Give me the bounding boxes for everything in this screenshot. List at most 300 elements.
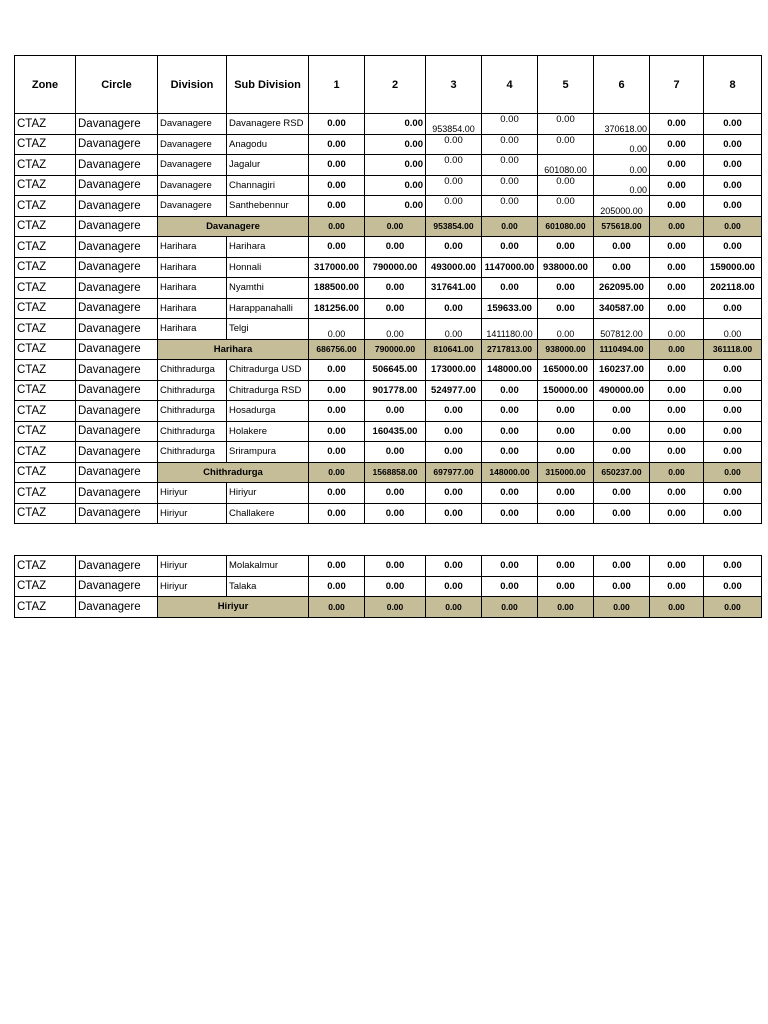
cell-value-2: 0.00: [365, 175, 426, 196]
cell-value-3: 173000.00: [426, 360, 482, 381]
cell-subtotal-label: Davanagere: [158, 216, 309, 237]
cell-value-1: 0.00: [309, 503, 365, 524]
cell-zone: CTAZ: [15, 360, 76, 381]
table-row: [15, 380, 762, 401]
cell-division: Hiriyur: [158, 503, 227, 524]
cell-value-3: 0.00: [426, 421, 482, 442]
cell-subtotal-label: Chithradurga: [158, 462, 309, 483]
cell-value-7: 0.00: [650, 339, 704, 360]
cell-circle: Davanagere: [76, 339, 158, 360]
cell-zone: CTAZ: [15, 134, 76, 155]
cell-sub-division: Chitradurga USD: [227, 360, 309, 381]
cell-value-6: 490000.00: [594, 380, 650, 401]
table-row: [15, 175, 762, 196]
cell-value-7: 0.00: [650, 257, 704, 278]
cell-division: Davanagere: [158, 175, 227, 196]
cell-value-6: 575618.00: [594, 216, 650, 237]
cell-sub-division: Harappanahalli: [227, 298, 309, 319]
cell-value-6: 0.00: [594, 401, 650, 422]
cell-value-8: 0.00: [704, 576, 762, 597]
cell-value-3: 810641.00: [426, 339, 482, 360]
cell-division: Harihara: [158, 278, 227, 299]
cell-value-2: 0.00: [365, 442, 426, 463]
cell-value-5: 150000.00: [538, 380, 594, 401]
cell-value-2: 790000.00: [365, 257, 426, 278]
cell-value-1: 0.00: [309, 114, 365, 135]
cell-zone: CTAZ: [15, 401, 76, 422]
cell-circle: Davanagere: [76, 134, 158, 155]
cell-value-5: 0.00: [538, 319, 594, 340]
cell-value-4: 0.00: [482, 442, 538, 463]
cell-division: Harihara: [158, 257, 227, 278]
cell-value-4: 0.00: [482, 597, 538, 618]
cell-value-4: 0.00: [482, 503, 538, 524]
cell-circle: Davanagere: [76, 114, 158, 135]
cell-zone: CTAZ: [15, 114, 76, 135]
cell-value-8: 202118.00: [704, 278, 762, 299]
cell-value-6: 0.00: [594, 257, 650, 278]
cell-value-1: 0.00: [309, 421, 365, 442]
cell-sub-division: Telgi: [227, 319, 309, 340]
cell-value-8: 0.00: [704, 380, 762, 401]
table-row: [15, 576, 762, 597]
cell-circle: Davanagere: [76, 503, 158, 524]
cell-zone: CTAZ: [15, 442, 76, 463]
cell-division: Davanagere: [158, 155, 227, 176]
cell-value-4: 0.00: [482, 175, 538, 196]
cell-circle: Davanagere: [76, 597, 158, 618]
cell-circle: Davanagere: [76, 237, 158, 258]
cell-value-3: 317641.00: [426, 278, 482, 299]
cell-value-6: 0.00: [594, 503, 650, 524]
cell-value-7: 0.00: [650, 401, 704, 422]
cell-value-2: 0.00: [365, 597, 426, 618]
cell-sub-division: Nyamthi: [227, 278, 309, 299]
header-col-5: 5: [538, 56, 594, 114]
cell-value-2: 0.00: [365, 155, 426, 176]
cell-value-8: 0.00: [704, 401, 762, 422]
cell-value-4: 0.00: [482, 483, 538, 504]
header-col-8: 8: [704, 56, 762, 114]
cell-value-7: 0.00: [650, 278, 704, 299]
cell-zone: CTAZ: [15, 380, 76, 401]
cell-value-4: 0.00: [482, 278, 538, 299]
cell-circle: Davanagere: [76, 483, 158, 504]
cell-sub-division: Talaka: [227, 576, 309, 597]
cell-value-7: 0.00: [650, 237, 704, 258]
cell-zone: CTAZ: [15, 175, 76, 196]
cell-value-8: 0.00: [704, 462, 762, 483]
header-row: [15, 56, 762, 114]
cell-value-5: 315000.00: [538, 462, 594, 483]
cell-sub-division: Honnali: [227, 257, 309, 278]
cell-value-2: 0.00: [365, 401, 426, 422]
table-row: [15, 196, 762, 217]
cell-value-6: 650237.00: [594, 462, 650, 483]
cell-value-4: 0.00: [482, 134, 538, 155]
header-col-3: 3: [426, 56, 482, 114]
cell-value-7: 0.00: [650, 134, 704, 155]
cell-value-4: 159633.00: [482, 298, 538, 319]
cell-value-7: 0.00: [650, 462, 704, 483]
cell-value-7: 0.00: [650, 556, 704, 577]
subtotal-row: [15, 597, 762, 618]
cell-value-1: 317000.00: [309, 257, 365, 278]
cell-circle: Davanagere: [76, 442, 158, 463]
cell-value-3: 0.00: [426, 319, 482, 340]
table-row: [15, 503, 762, 524]
cell-value-4: 0.00: [482, 556, 538, 577]
cell-value-7: 0.00: [650, 114, 704, 135]
cell-value-3: 0.00: [426, 483, 482, 504]
cell-value-8: 0.00: [704, 483, 762, 504]
cell-value-6: 0.00: [594, 237, 650, 258]
cell-value-4: 0.00: [482, 237, 538, 258]
cell-value-8: 0.00: [704, 196, 762, 217]
cell-value-8: 0.00: [704, 319, 762, 340]
cell-value-8: 0.00: [704, 360, 762, 381]
cell-value-1: 0.00: [309, 319, 365, 340]
cell-sub-division: Anagodu: [227, 134, 309, 155]
table-row: [15, 114, 762, 135]
table-row: [15, 401, 762, 422]
cell-zone: CTAZ: [15, 339, 76, 360]
table-row: [15, 556, 762, 577]
cell-zone: CTAZ: [15, 319, 76, 340]
cell-value-6: 0.00: [594, 134, 650, 155]
cell-circle: Davanagere: [76, 175, 158, 196]
cell-zone: CTAZ: [15, 462, 76, 483]
cell-value-6: 0.00: [594, 421, 650, 442]
cell-division: Davanagere: [158, 196, 227, 217]
cell-value-2: 0.00: [365, 503, 426, 524]
cell-value-1: 0.00: [309, 175, 365, 196]
cell-value-5: 0.00: [538, 421, 594, 442]
cell-value-6: 0.00: [594, 155, 650, 176]
cell-circle: Davanagere: [76, 196, 158, 217]
cell-value-3: 0.00: [426, 196, 482, 217]
table-body-continued: [15, 556, 762, 618]
cell-sub-division: Jagalur: [227, 155, 309, 176]
cell-value-3: 953854.00: [426, 216, 482, 237]
cell-circle: Davanagere: [76, 556, 158, 577]
table-body: [15, 114, 762, 524]
cell-value-2: 0.00: [365, 134, 426, 155]
cell-value-8: 0.00: [704, 114, 762, 135]
cell-value-2: 0.00: [365, 196, 426, 217]
cell-value-2: 790000.00: [365, 339, 426, 360]
cell-value-1: 0.00: [309, 462, 365, 483]
cell-value-6: 0.00: [594, 597, 650, 618]
cell-value-4: 148000.00: [482, 462, 538, 483]
cell-sub-division: Hiriyur: [227, 483, 309, 504]
subtotal-row: [15, 216, 762, 237]
cell-value-3: 0.00: [426, 237, 482, 258]
cell-value-3: 0.00: [426, 401, 482, 422]
cell-value-5: 0.00: [538, 483, 594, 504]
cell-value-8: 0.00: [704, 175, 762, 196]
cell-zone: CTAZ: [15, 257, 76, 278]
cell-subtotal-label: Harihara: [158, 339, 309, 360]
cell-value-4: 0.00: [482, 576, 538, 597]
cell-zone: CTAZ: [15, 597, 76, 618]
cell-value-5: 601080.00: [538, 216, 594, 237]
cell-value-2: 0.00: [365, 319, 426, 340]
cell-value-4: 0.00: [482, 380, 538, 401]
cell-value-7: 0.00: [650, 155, 704, 176]
cell-sub-division: Davanagere RSD: [227, 114, 309, 135]
cell-value-4: 0.00: [482, 155, 538, 176]
cell-circle: Davanagere: [76, 257, 158, 278]
cell-value-1: 0.00: [309, 134, 365, 155]
cell-division: Harihara: [158, 319, 227, 340]
cell-value-7: 0.00: [650, 175, 704, 196]
cell-circle: Davanagere: [76, 421, 158, 442]
cell-value-5: 938000.00: [538, 339, 594, 360]
cell-circle: Davanagere: [76, 216, 158, 237]
table-row: [15, 319, 762, 340]
cell-sub-division: Holakere: [227, 421, 309, 442]
cell-value-2: 901778.00: [365, 380, 426, 401]
cell-value-6: 507812.00: [594, 319, 650, 340]
cell-value-4: 0.00: [482, 421, 538, 442]
cell-value-7: 0.00: [650, 216, 704, 237]
cell-circle: Davanagere: [76, 401, 158, 422]
cell-value-5: 0.00: [538, 134, 594, 155]
cell-value-2: 0.00: [365, 216, 426, 237]
cell-value-5: 0.00: [538, 298, 594, 319]
cell-zone: CTAZ: [15, 503, 76, 524]
cell-value-3: 0.00: [426, 134, 482, 155]
cell-value-7: 0.00: [650, 421, 704, 442]
table-header: [15, 56, 762, 114]
cell-value-8: 0.00: [704, 421, 762, 442]
cell-value-5: 938000.00: [538, 257, 594, 278]
cell-value-8: 0.00: [704, 503, 762, 524]
cell-sub-division: Hosadurga: [227, 401, 309, 422]
cell-value-7: 0.00: [650, 298, 704, 319]
cell-value-1: 0.00: [309, 155, 365, 176]
header-col-7: 7: [650, 56, 704, 114]
cell-division: Chithradurga: [158, 442, 227, 463]
cell-sub-division: Harihara: [227, 237, 309, 258]
cell-circle: Davanagere: [76, 319, 158, 340]
cell-value-6: 0.00: [594, 442, 650, 463]
cell-value-2: 0.00: [365, 556, 426, 577]
cell-value-5: 0.00: [538, 576, 594, 597]
cell-value-7: 0.00: [650, 576, 704, 597]
cell-circle: Davanagere: [76, 576, 158, 597]
cell-value-8: 0.00: [704, 298, 762, 319]
cell-value-4: 148000.00: [482, 360, 538, 381]
cell-circle: Davanagere: [76, 155, 158, 176]
cell-division: Harihara: [158, 298, 227, 319]
cell-sub-division: Chitradurga RSD: [227, 380, 309, 401]
header-sub-division: Sub Division: [227, 56, 309, 114]
table-row: [15, 237, 762, 258]
header-col-6: 6: [594, 56, 650, 114]
cell-zone: CTAZ: [15, 196, 76, 217]
cell-circle: Davanagere: [76, 298, 158, 319]
cell-value-1: 188500.00: [309, 278, 365, 299]
cell-value-6: 340587.00: [594, 298, 650, 319]
cell-value-8: 0.00: [704, 556, 762, 577]
cell-circle: Davanagere: [76, 278, 158, 299]
cell-circle: Davanagere: [76, 462, 158, 483]
cell-zone: CTAZ: [15, 298, 76, 319]
cell-value-2: 1568858.00: [365, 462, 426, 483]
cell-value-7: 0.00: [650, 483, 704, 504]
cell-value-1: 181256.00: [309, 298, 365, 319]
cell-value-5: 165000.00: [538, 360, 594, 381]
cell-value-2: 0.00: [365, 576, 426, 597]
cell-value-3: 0.00: [426, 442, 482, 463]
cell-value-7: 0.00: [650, 380, 704, 401]
table-row: [15, 257, 762, 278]
cell-subtotal-label: Hiriyur: [158, 597, 309, 618]
cell-value-4: 0.00: [482, 401, 538, 422]
header-division: Division: [158, 56, 227, 114]
cell-value-2: 160435.00: [365, 421, 426, 442]
cell-value-5: 601080.00: [538, 155, 594, 176]
cell-value-3: 697977.00: [426, 462, 482, 483]
header-circle: Circle: [76, 56, 158, 114]
cell-value-2: 506645.00: [365, 360, 426, 381]
cell-value-1: 0.00: [309, 380, 365, 401]
cell-value-3: 524977.00: [426, 380, 482, 401]
cell-value-1: 0.00: [309, 237, 365, 258]
cell-value-1: 686756.00: [309, 339, 365, 360]
cell-value-7: 0.00: [650, 442, 704, 463]
subtotal-row: [15, 339, 762, 360]
table-row: [15, 155, 762, 176]
cell-value-8: 0.00: [704, 237, 762, 258]
cell-value-6: 262095.00: [594, 278, 650, 299]
cell-zone: CTAZ: [15, 483, 76, 504]
cell-value-1: 0.00: [309, 196, 365, 217]
cell-sub-division: Molakalmur: [227, 556, 309, 577]
cell-value-1: 0.00: [309, 556, 365, 577]
table-row: [15, 360, 762, 381]
cell-value-8: 0.00: [704, 155, 762, 176]
cell-value-3: 0.00: [426, 576, 482, 597]
cell-sub-division: Challakere: [227, 503, 309, 524]
cell-value-1: 0.00: [309, 442, 365, 463]
cell-value-6: 0.00: [594, 576, 650, 597]
report-table: [14, 55, 762, 524]
table-row: [15, 134, 762, 155]
cell-division: Davanagere: [158, 134, 227, 155]
cell-zone: CTAZ: [15, 155, 76, 176]
table-row: [15, 483, 762, 504]
cell-value-3: 493000.00: [426, 257, 482, 278]
cell-zone: CTAZ: [15, 576, 76, 597]
cell-value-1: 0.00: [309, 360, 365, 381]
cell-value-5: 0.00: [538, 556, 594, 577]
cell-value-6: 0.00: [594, 556, 650, 577]
cell-value-1: 0.00: [309, 597, 365, 618]
cell-value-4: 1411180.00: [482, 319, 538, 340]
cell-value-3: 0.00: [426, 155, 482, 176]
cell-value-5: 0.00: [538, 175, 594, 196]
cell-value-1: 0.00: [309, 401, 365, 422]
cell-value-2: 0.00: [365, 278, 426, 299]
cell-value-2: 0.00: [365, 483, 426, 504]
report-table-continued: [14, 555, 762, 618]
cell-division: Hiriyur: [158, 483, 227, 504]
cell-value-7: 0.00: [650, 360, 704, 381]
cell-value-3: 0.00: [426, 175, 482, 196]
cell-zone: CTAZ: [15, 556, 76, 577]
cell-value-6: 0.00: [594, 175, 650, 196]
cell-value-2: 0.00: [365, 114, 426, 135]
cell-sub-division: Channagiri: [227, 175, 309, 196]
cell-zone: CTAZ: [15, 216, 76, 237]
cell-value-7: 0.00: [650, 503, 704, 524]
cell-value-5: 0.00: [538, 442, 594, 463]
cell-value-1: 0.00: [309, 216, 365, 237]
cell-value-3: 0.00: [426, 503, 482, 524]
cell-value-3: 0.00: [426, 597, 482, 618]
cell-value-3: 953854.00: [426, 114, 482, 135]
cell-value-8: 0.00: [704, 216, 762, 237]
cell-value-3: 0.00: [426, 556, 482, 577]
cell-value-4: 0.00: [482, 114, 538, 135]
cell-zone: CTAZ: [15, 278, 76, 299]
cell-zone: CTAZ: [15, 237, 76, 258]
cell-value-5: 0.00: [538, 237, 594, 258]
cell-division: Harihara: [158, 237, 227, 258]
header-col-4: 4: [482, 56, 538, 114]
cell-circle: Davanagere: [76, 360, 158, 381]
cell-value-6: 0.00: [594, 483, 650, 504]
cell-value-5: 0.00: [538, 114, 594, 135]
cell-value-8: 0.00: [704, 134, 762, 155]
subtotal-row: [15, 462, 762, 483]
cell-value-8: 0.00: [704, 442, 762, 463]
cell-value-6: 205000.00: [594, 196, 650, 217]
cell-zone: CTAZ: [15, 421, 76, 442]
cell-value-5: 0.00: [538, 503, 594, 524]
header-col-2: 2: [365, 56, 426, 114]
cell-value-4: 2717813.00: [482, 339, 538, 360]
cell-value-8: 361118.00: [704, 339, 762, 360]
table-row: [15, 298, 762, 319]
table-row: [15, 421, 762, 442]
cell-division: Chithradurga: [158, 401, 227, 422]
cell-value-4: 1147000.00: [482, 257, 538, 278]
cell-value-4: 0.00: [482, 216, 538, 237]
cell-value-2: 0.00: [365, 298, 426, 319]
cell-value-5: 0.00: [538, 597, 594, 618]
cell-value-1: 0.00: [309, 483, 365, 504]
cell-value-8: 159000.00: [704, 257, 762, 278]
cell-value-3: 0.00: [426, 298, 482, 319]
table-row: [15, 278, 762, 299]
cell-division: Chithradurga: [158, 360, 227, 381]
cell-value-7: 0.00: [650, 319, 704, 340]
cell-value-6: 370618.00: [594, 114, 650, 135]
cell-value-4: 0.00: [482, 196, 538, 217]
cell-value-5: 0.00: [538, 278, 594, 299]
table-row: [15, 442, 762, 463]
cell-value-7: 0.00: [650, 196, 704, 217]
cell-value-2: 0.00: [365, 237, 426, 258]
cell-value-1: 0.00: [309, 576, 365, 597]
cell-division: Davanagere: [158, 114, 227, 135]
cell-circle: Davanagere: [76, 380, 158, 401]
cell-sub-division: Santhebennur: [227, 196, 309, 217]
